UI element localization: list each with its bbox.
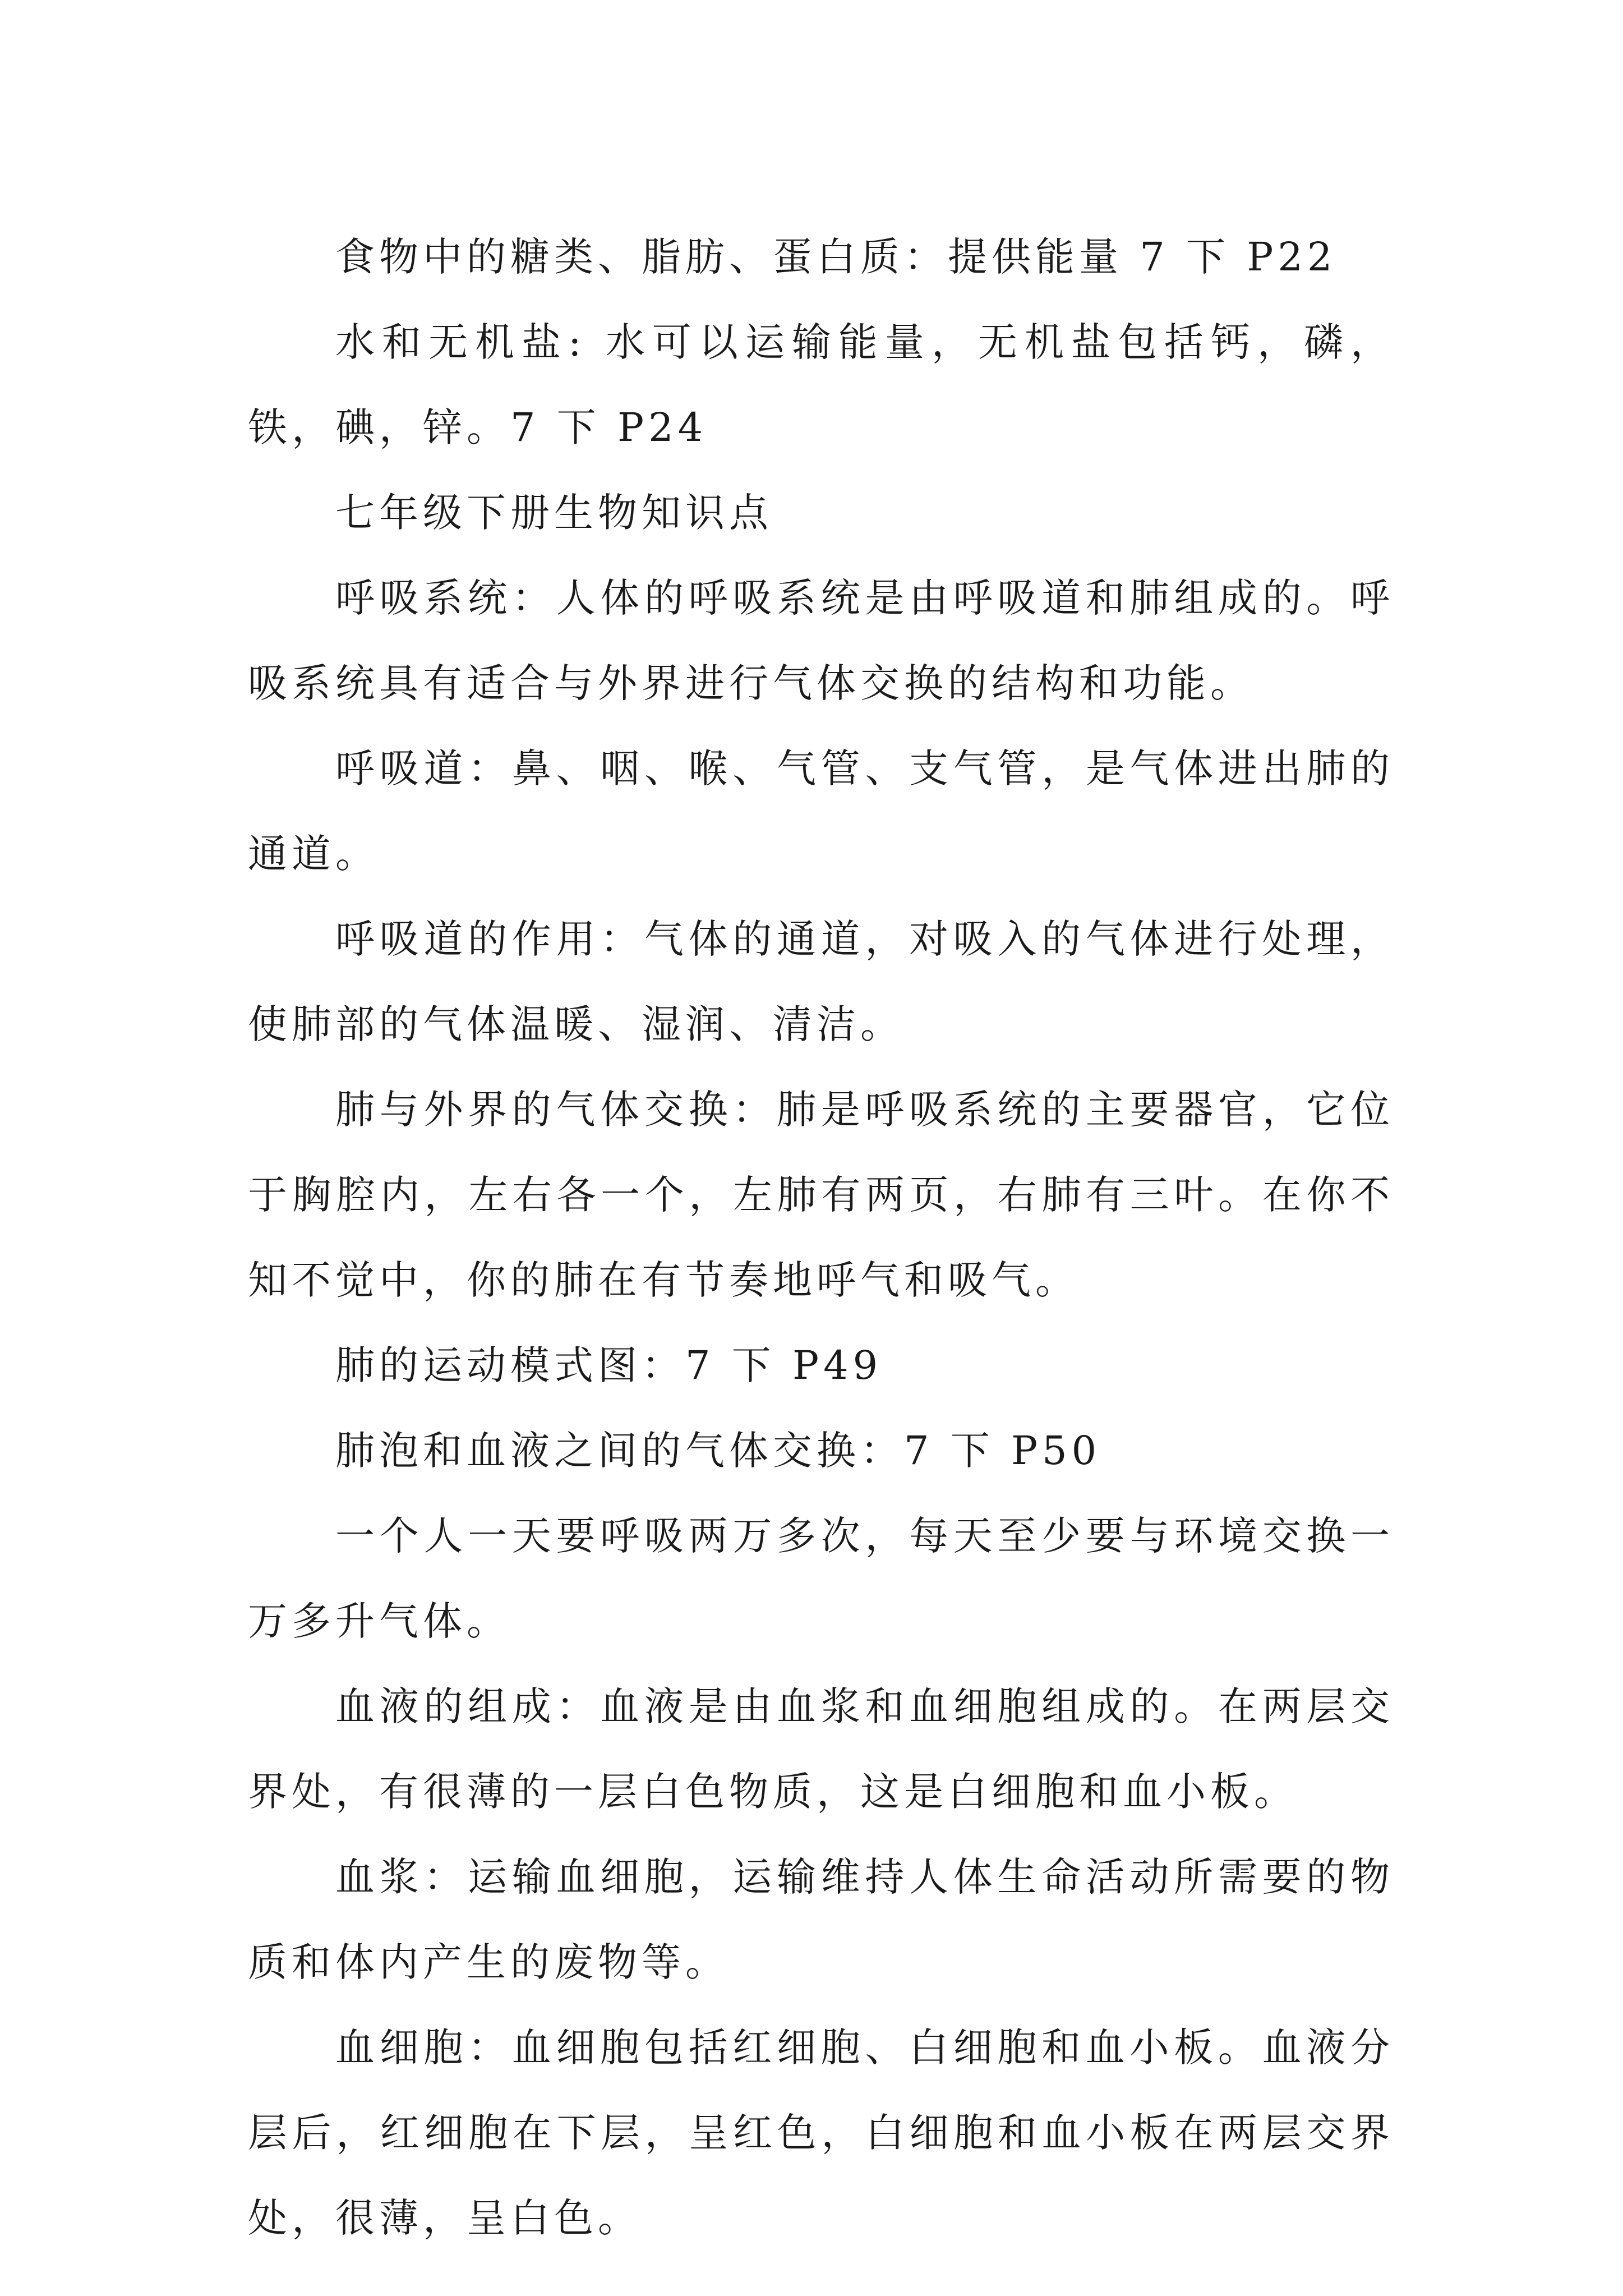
- paragraph-tract-function: 呼吸道的作用：气体的通道，对吸入的气体进行处理，使肺部的气体温暖、湿润、清洁。: [248, 916, 1394, 1047]
- paragraph-blood-cells: 血细胞：血细胞包括红细胞、白细胞和血小板。血液分层后，红细胞在下层，呈红色，白细胞和血小板在两层交界处，很薄，呈白色。: [248, 2024, 1394, 2241]
- paragraph-alveoli-exchange: 肺泡和血液之间的气体交换：7 下 P50: [335, 1428, 1101, 1474]
- paragraph-plasma: 血浆：运输血细胞，运输维持人体生命活动所需要的物质和体内产生的废物等。: [248, 1854, 1394, 1985]
- paragraph-respiratory-system: 呼吸系统：人体的呼吸系统是由呼吸道和肺组成的。呼吸系统具有适合与外界进行气体交换的结构和功能。: [248, 575, 1394, 706]
- paragraph-nutrients-energy: 食物中的糖类、脂肪、蛋白质：提供能量 7 下 P22: [335, 234, 1337, 280]
- paragraph-respiratory-tract: 呼吸道：鼻、咽、喉、气管、支气管，是气体进出肺的通道。: [248, 746, 1394, 877]
- paragraph-lung-motion-diagram: 肺的运动模式图：7 下 P49: [335, 1342, 883, 1388]
- paragraph-lung-gas-exchange: 肺与外界的气体交换：肺是呼吸系统的主要器官，它位于胸腔内，左右各一个，左肺有两页，右肺有三叶。在你不知不觉中，你的肺在有节奏地呼气和吸气。: [248, 1087, 1394, 1303]
- paragraph-water-minerals: 水和无机盐: 水可以运输能量，无机盐包括钙，磷，铁，碘，锌。7 下 P24: [248, 319, 1394, 450]
- paragraph-breathing-frequency: 一个人一天要呼吸两万多次，每天至少要与环境交换一万多升气体。: [248, 1513, 1394, 1644]
- paragraph-blood-composition: 血液的组成：血液是由血浆和血细胞组成的。在两层交界处，有很薄的一层白色物质，这是白细胞和血小板。: [248, 1683, 1394, 1815]
- section-heading: 七年级下册生物知识点: [335, 490, 773, 536]
